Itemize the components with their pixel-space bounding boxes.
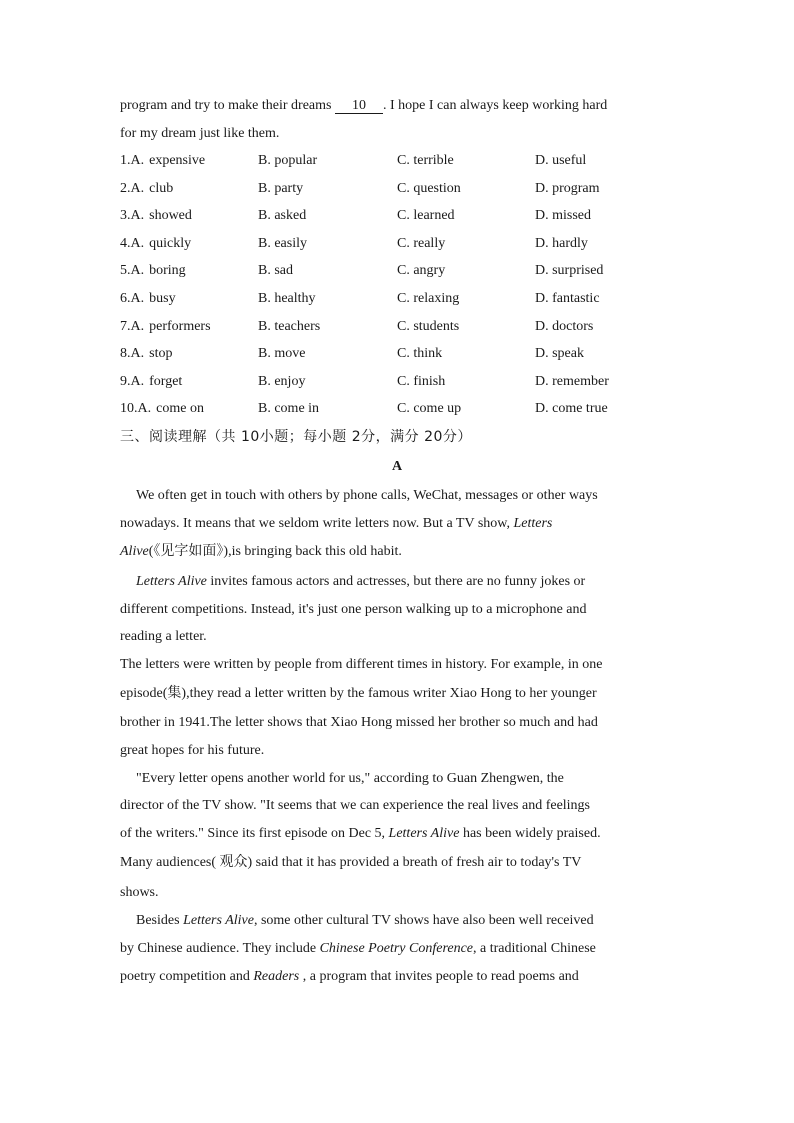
option-b: B. asked bbox=[258, 208, 307, 223]
option-b: B. teachers bbox=[258, 319, 321, 334]
option-d: D. missed bbox=[535, 208, 591, 223]
option-a-text: performers bbox=[149, 319, 211, 334]
show-title: Readers bbox=[253, 969, 300, 984]
option-b: B. sad bbox=[258, 263, 293, 278]
question-number: 8.A. bbox=[120, 346, 145, 361]
option-b: B. healthy bbox=[258, 291, 316, 306]
option-a bbox=[120, 318, 211, 336]
option-a-text: come on bbox=[156, 401, 204, 416]
option-a bbox=[120, 290, 176, 308]
passage-line bbox=[136, 573, 585, 591]
passage-line: director of the TV show. "It seems that we can experience the real lives and feelings bbox=[120, 798, 591, 813]
option-d: D. program bbox=[535, 181, 600, 196]
intro-line-2: for my dream just like them. bbox=[120, 126, 280, 141]
option-a-text: boring bbox=[149, 263, 186, 278]
option-c: C. think bbox=[397, 346, 443, 361]
option-b: B. move bbox=[258, 346, 306, 361]
passage-line bbox=[136, 912, 594, 930]
text-segment: has been widely praised. bbox=[459, 826, 601, 841]
question-number: 6.A. bbox=[120, 291, 145, 306]
option-c: C. terrible bbox=[397, 153, 454, 168]
passage-line bbox=[120, 543, 402, 561]
show-title: Letters Alive bbox=[183, 913, 254, 928]
option-d: D. fantastic bbox=[535, 291, 600, 306]
intro-text-post: . I hope I can always keep working hard bbox=[382, 98, 608, 113]
option-b: B. easily bbox=[258, 236, 307, 251]
question-number: 7.A. bbox=[120, 319, 145, 334]
passage-line bbox=[120, 825, 601, 843]
option-a-text: stop bbox=[149, 346, 173, 361]
option-b: B. party bbox=[258, 181, 304, 196]
option-b: B. popular bbox=[258, 153, 318, 168]
option-c: C. come up bbox=[397, 401, 462, 416]
blank-10: 10 bbox=[335, 99, 383, 114]
question-number: 9.A. bbox=[120, 374, 145, 389]
option-a bbox=[120, 345, 172, 363]
show-title: Letters Alive bbox=[136, 574, 207, 589]
show-title: Letters bbox=[513, 516, 553, 531]
text-segment: Besides bbox=[136, 913, 180, 928]
option-c: C. finish bbox=[397, 374, 446, 389]
text-segment: nowadays. It means that we seldom write letters now. But a TV show, bbox=[120, 516, 510, 531]
option-c: C. relaxing bbox=[397, 291, 460, 306]
question-number: 1.A. bbox=[120, 153, 145, 168]
option-a bbox=[120, 180, 173, 198]
option-b: B. come in bbox=[258, 401, 320, 416]
passage-line bbox=[120, 515, 552, 533]
passage-line: episode(集),they read a letter written by the famous writer Xiao Hong to her younger bbox=[120, 686, 597, 701]
option-c: C. question bbox=[397, 181, 461, 196]
question-number: 10.A. bbox=[120, 401, 152, 416]
option-d: D. speak bbox=[535, 346, 584, 361]
text-segment: , some other cultural TV shows have also been well received bbox=[253, 913, 594, 928]
text-segment: (《见字如面》),is bringing back this old habit. bbox=[148, 544, 402, 559]
passage-line bbox=[120, 968, 579, 986]
text-segment: , a program that invites people to read poems and bbox=[299, 969, 579, 984]
passage-line: Many audiences( 观众) said that it has provided a breath of fresh air to today's TV bbox=[120, 855, 582, 870]
text-segment: poetry competition and bbox=[120, 969, 250, 984]
passage-line: brother in 1941.The letter shows that Xiao Hong missed her brother so much and had bbox=[120, 715, 598, 730]
option-a bbox=[120, 235, 191, 253]
option-d: D. useful bbox=[535, 153, 587, 168]
option-a-text: showed bbox=[149, 208, 192, 223]
option-a bbox=[120, 373, 182, 391]
question-number: 5.A. bbox=[120, 263, 145, 278]
show-title: Letters Alive bbox=[388, 826, 460, 841]
passage-line: great hopes for his future. bbox=[120, 743, 265, 758]
option-c: C. learned bbox=[397, 208, 455, 223]
option-c: C. students bbox=[397, 319, 460, 334]
passage-label: A bbox=[391, 459, 403, 474]
passage-line: shows. bbox=[120, 885, 159, 900]
option-a-text: club bbox=[149, 181, 174, 196]
option-b: B. enjoy bbox=[258, 374, 306, 389]
passage-line: We often get in touch with others by phone calls, WeChat, messages or other ways bbox=[136, 488, 598, 503]
show-title: Chinese Poetry Conference bbox=[319, 941, 474, 956]
option-a-text: expensive bbox=[149, 153, 206, 168]
option-c: C. angry bbox=[397, 263, 446, 278]
text-segment: by Chinese audience. They include bbox=[120, 941, 317, 956]
option-d: D. doctors bbox=[535, 319, 594, 334]
text-segment: invites famous actors and actresses, but there are no funny jokes or bbox=[206, 574, 586, 589]
passage-line: reading a letter. bbox=[120, 629, 207, 644]
option-a bbox=[120, 207, 192, 225]
intro-line-1 bbox=[120, 97, 607, 115]
passage-line: different competitions. Instead, it's just one person walking up to a microphone and bbox=[120, 602, 587, 617]
option-a bbox=[120, 262, 186, 280]
passage-line: "Every letter opens another world for us," according to Guan Zhengwen, the bbox=[136, 771, 564, 786]
option-a-text: busy bbox=[149, 291, 176, 306]
text-segment: , a traditional Chinese bbox=[473, 941, 596, 956]
option-d: D. hardly bbox=[535, 236, 588, 251]
option-d: D. come true bbox=[535, 401, 608, 416]
option-d: D. remember bbox=[535, 374, 609, 389]
option-d: D. surprised bbox=[535, 263, 604, 278]
option-a-text: forget bbox=[149, 374, 183, 389]
passage-line: The letters were written by people from different times in history. For example, in one bbox=[120, 657, 603, 672]
question-number: 2.A. bbox=[120, 181, 145, 196]
option-a-text: quickly bbox=[149, 236, 192, 251]
text-segment: of the writers." Since its first episode on Dec 5, bbox=[120, 826, 386, 841]
section-heading: 三、阅读理解（共 10小题；每小题 2分，满分 20分） bbox=[120, 429, 472, 445]
question-number: 3.A. bbox=[120, 208, 145, 223]
show-title: Alive bbox=[120, 544, 149, 559]
option-a bbox=[120, 152, 205, 170]
question-number: 4.A. bbox=[120, 236, 145, 251]
intro-text-pre: program and try to make their dreams bbox=[120, 98, 332, 113]
option-c: C. really bbox=[397, 236, 446, 251]
passage-line bbox=[120, 940, 596, 958]
option-a bbox=[120, 400, 204, 418]
